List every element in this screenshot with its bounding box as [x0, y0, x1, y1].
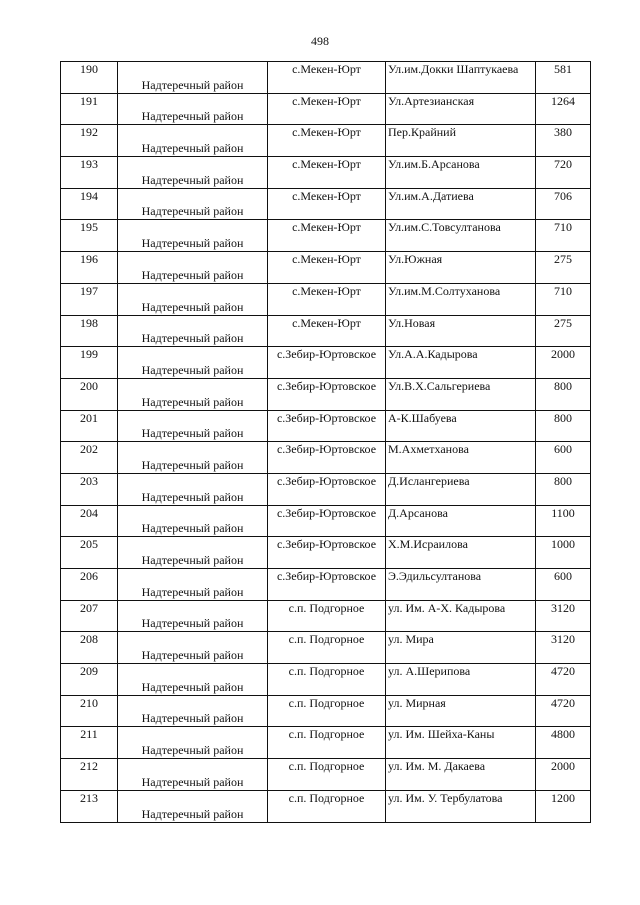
- row-number: 206: [61, 569, 118, 601]
- row-number: 202: [61, 442, 118, 474]
- street-cell: Ул.Артезианская: [386, 93, 536, 125]
- table-row: [61, 759, 591, 791]
- row-number: 200: [61, 378, 118, 410]
- settlement-cell: с.Мекен-Юрт: [268, 62, 386, 94]
- settlement-cell: с.Зебир-Юртовское: [268, 473, 386, 505]
- row-number: 209: [61, 664, 118, 696]
- street-cell: Ул.им.С.Товсултанова: [386, 220, 536, 252]
- district-cell: Надтеречный район: [118, 505, 268, 537]
- street-cell: ул. Мирная: [386, 695, 536, 727]
- street-cell: Ул.Южная: [386, 252, 536, 284]
- page-number: 498: [311, 34, 329, 48]
- row-number: 203: [61, 473, 118, 505]
- settlement-cell: с.Мекен-Юрт: [268, 252, 386, 284]
- table-row: [61, 283, 591, 315]
- table-row: [61, 347, 591, 379]
- row-number: 193: [61, 157, 118, 189]
- street-cell: Э.Эдильсултанова: [386, 569, 536, 601]
- value-cell: 275: [536, 252, 591, 284]
- value-cell: 800: [536, 473, 591, 505]
- value-cell: 1000: [536, 537, 591, 569]
- table-row: [61, 442, 591, 474]
- table-row: [61, 220, 591, 252]
- settlement-cell: с.Мекен-Юрт: [268, 188, 386, 220]
- street-cell: ул. Им. А-Х. Кадырова: [386, 600, 536, 632]
- row-number: 197: [61, 283, 118, 315]
- district-cell: Надтеречный район: [118, 759, 268, 791]
- table-row: [61, 378, 591, 410]
- row-number: 190: [61, 62, 118, 94]
- settlement-cell: с.п. Подгорное: [268, 600, 386, 632]
- table-row: [61, 790, 591, 822]
- row-number: 211: [61, 727, 118, 759]
- value-cell: 800: [536, 378, 591, 410]
- district-cell: Надтеречный район: [118, 188, 268, 220]
- settlement-cell: с.Мекен-Юрт: [268, 93, 386, 125]
- row-number: 192: [61, 125, 118, 157]
- row-number: 204: [61, 505, 118, 537]
- street-cell: Д.Ислангериева: [386, 473, 536, 505]
- district-cell: Надтеречный район: [118, 664, 268, 696]
- table-row: [61, 727, 591, 759]
- street-cell: Х.М.Исраилова: [386, 537, 536, 569]
- row-number: 195: [61, 220, 118, 252]
- settlement-cell: с.Мекен-Юрт: [268, 125, 386, 157]
- settlement-cell: с.Зебир-Юртовское: [268, 537, 386, 569]
- settlement-cell: с.Зебир-Юртовское: [268, 378, 386, 410]
- row-number: 191: [61, 93, 118, 125]
- street-cell: Д.Арсанова: [386, 505, 536, 537]
- district-cell: Надтеречный район: [118, 442, 268, 474]
- row-number: 207: [61, 600, 118, 632]
- district-cell: Надтеречный район: [118, 252, 268, 284]
- district-cell: Надтеречный район: [118, 600, 268, 632]
- settlement-cell: с.Зебир-Юртовское: [268, 505, 386, 537]
- table-row: [61, 410, 591, 442]
- district-cell: Надтеречный район: [118, 569, 268, 601]
- table-row: [61, 537, 591, 569]
- value-cell: 4800: [536, 727, 591, 759]
- settlement-cell: с.Зебир-Юртовское: [268, 347, 386, 379]
- street-cell: М.Ахметханова: [386, 442, 536, 474]
- district-cell: Надтеречный район: [118, 315, 268, 347]
- row-number: 198: [61, 315, 118, 347]
- district-cell: Надтеречный район: [118, 93, 268, 125]
- value-cell: 3120: [536, 600, 591, 632]
- row-number: 205: [61, 537, 118, 569]
- district-cell: Надтеречный район: [118, 473, 268, 505]
- value-cell: 380: [536, 125, 591, 157]
- district-cell: Надтеречный район: [118, 62, 268, 94]
- street-cell: ул. Им. М. Дакаева: [386, 759, 536, 791]
- street-cell: ул. Мира: [386, 632, 536, 664]
- settlement-cell: с.п. Подгорное: [268, 664, 386, 696]
- value-cell: 1100: [536, 505, 591, 537]
- value-cell: 275: [536, 315, 591, 347]
- table-row: [61, 569, 591, 601]
- street-cell: Ул.им.Б.Арсанова: [386, 157, 536, 189]
- value-cell: 600: [536, 442, 591, 474]
- value-cell: 4720: [536, 695, 591, 727]
- district-cell: Надтеречный район: [118, 695, 268, 727]
- value-cell: 1264: [536, 93, 591, 125]
- street-cell: Пер.Крайний: [386, 125, 536, 157]
- value-cell: 2000: [536, 347, 591, 379]
- table-row: [61, 62, 591, 94]
- row-number: 213: [61, 790, 118, 822]
- value-cell: 706: [536, 188, 591, 220]
- table-row: [61, 473, 591, 505]
- street-cell: ул. А.Шерипова: [386, 664, 536, 696]
- district-cell: Надтеречный район: [118, 283, 268, 315]
- district-cell: Надтеречный район: [118, 790, 268, 822]
- street-cell: Ул.им.Докки Шаптукаева: [386, 62, 536, 94]
- settlement-cell: с.Зебир-Юртовское: [268, 569, 386, 601]
- street-cell: ул. Им. Шейха-Каны: [386, 727, 536, 759]
- value-cell: 710: [536, 220, 591, 252]
- settlement-cell: с.Мекен-Юрт: [268, 283, 386, 315]
- value-cell: 710: [536, 283, 591, 315]
- settlement-cell: с.п. Подгорное: [268, 695, 386, 727]
- district-cell: Надтеречный район: [118, 410, 268, 442]
- street-cell: Ул.им.А.Датиева: [386, 188, 536, 220]
- row-number: 201: [61, 410, 118, 442]
- district-cell: Надтеречный район: [118, 378, 268, 410]
- table-body: [61, 62, 591, 823]
- settlement-cell: с.п. Подгорное: [268, 759, 386, 791]
- district-cell: Надтеречный район: [118, 727, 268, 759]
- value-cell: 1200: [536, 790, 591, 822]
- settlement-cell: с.п. Подгорное: [268, 790, 386, 822]
- row-number: 208: [61, 632, 118, 664]
- district-cell: Надтеречный район: [118, 220, 268, 252]
- district-cell: Надтеречный район: [118, 157, 268, 189]
- settlement-cell: с.Зебир-Юртовское: [268, 442, 386, 474]
- table-row: [61, 315, 591, 347]
- value-cell: 600: [536, 569, 591, 601]
- district-cell: Надтеречный район: [118, 125, 268, 157]
- table-row: [61, 157, 591, 189]
- settlement-cell: с.п. Подгорное: [268, 727, 386, 759]
- value-cell: 2000: [536, 759, 591, 791]
- street-cell: Ул.А.А.Кадырова: [386, 347, 536, 379]
- street-cell: Ул.им.М.Солтуханова: [386, 283, 536, 315]
- settlement-cell: с.Мекен-Юрт: [268, 220, 386, 252]
- row-number: 194: [61, 188, 118, 220]
- settlement-cell: с.Мекен-Юрт: [268, 157, 386, 189]
- table-row: [61, 505, 591, 537]
- row-number: 212: [61, 759, 118, 791]
- row-number: 210: [61, 695, 118, 727]
- value-cell: 4720: [536, 664, 591, 696]
- settlement-cell: с.Зебир-Юртовское: [268, 410, 386, 442]
- row-number: 196: [61, 252, 118, 284]
- street-cell: Ул.Новая: [386, 315, 536, 347]
- table-row: [61, 664, 591, 696]
- table-row: [61, 125, 591, 157]
- street-cell: А-К.Шабуева: [386, 410, 536, 442]
- settlement-cell: с.Мекен-Юрт: [268, 315, 386, 347]
- data-table: [60, 61, 591, 823]
- street-cell: Ул.В.Х.Сальгериева: [386, 378, 536, 410]
- value-cell: 720: [536, 157, 591, 189]
- table-row: [61, 93, 591, 125]
- table-row: [61, 632, 591, 664]
- table-row: [61, 600, 591, 632]
- row-number: 199: [61, 347, 118, 379]
- street-cell: ул. Им. У. Тербулатова: [386, 790, 536, 822]
- district-cell: Надтеречный район: [118, 537, 268, 569]
- value-cell: 800: [536, 410, 591, 442]
- value-cell: 3120: [536, 632, 591, 664]
- settlement-cell: с.п. Подгорное: [268, 632, 386, 664]
- table-row: [61, 252, 591, 284]
- district-cell: Надтеречный район: [118, 632, 268, 664]
- table-row: [61, 695, 591, 727]
- table-row: [61, 188, 591, 220]
- district-cell: Надтеречный район: [118, 347, 268, 379]
- value-cell: 581: [536, 62, 591, 94]
